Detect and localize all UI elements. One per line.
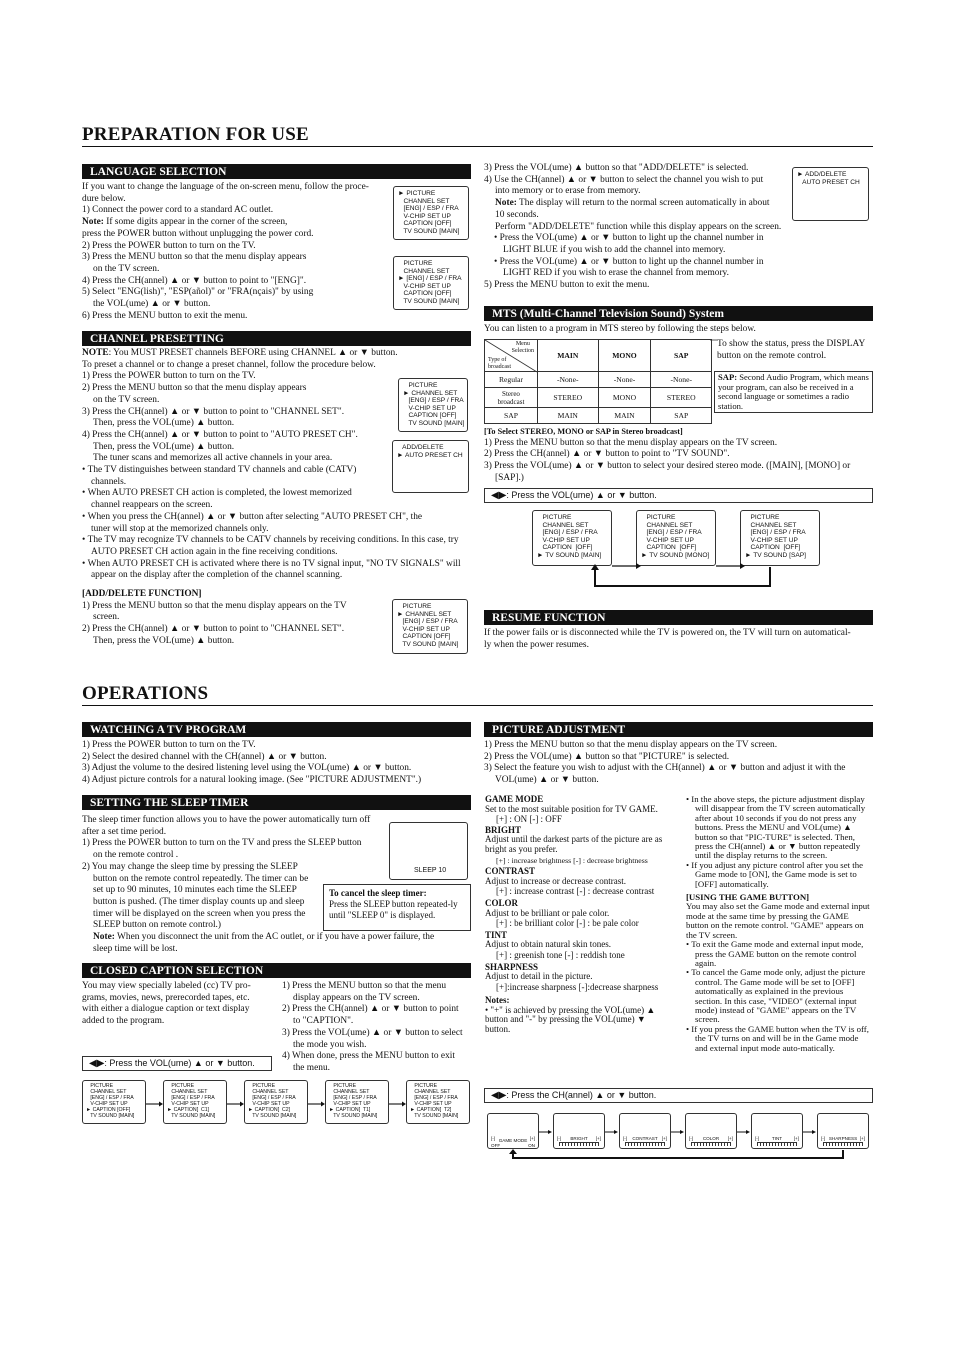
picture-cycle-arrows bbox=[487, 1120, 887, 1160]
mts-intro: You can listen to a program in MTS stereo by following the steps below. bbox=[484, 324, 756, 334]
left-right-arrow-icon: ◀▶ bbox=[89, 1058, 105, 1069]
mts-cell: SAP bbox=[651, 408, 712, 424]
caption-vol-button-bar: ◀▶: Press the VOL(ume) ▲ or ▼ button. bbox=[82, 1056, 272, 1071]
mts-col-main: MAIN bbox=[538, 340, 599, 372]
mts-steps: [To Select STEREO, MONO or SAP in Stereo broadcast] 1) Press the MENU button so that the menu display appears on the TV screen. 2) Press the CH(annel) ▲ or ▼ button to point to "TV SOUND". 3) Press the VOL(ume) ▲ or ▼ button to select your desired stereo mode. ([MAIN], [MONO] or [SAP].) bbox=[484, 427, 851, 483]
section-title-operations: OPERATIONS bbox=[82, 683, 209, 704]
left-right-arrow-icon: ◀▶ bbox=[491, 490, 507, 501]
title-rule bbox=[82, 146, 873, 147]
mts-row-label: Stereo broadcast bbox=[485, 388, 538, 408]
watching-tv-text: 1) Press the POWER button to turn on the TV. 2) Select the desired channel with the CH(annel) ▲ or ▼ button. 3) Adjust the volume to the desired listening level using the VOL(ume) ▲ or ▼ button. 4) Adjust picture controls for a natural looking image. (See "PICTURE ADJUSTMENT".) bbox=[82, 740, 422, 786]
tv-sound-mono-screen: PICTURE CHANNEL SET [ENG] / ESP / FRA V-CHIP SET UP CAPTION [OFF] ► TV SOUND [MONO] bbox=[636, 510, 716, 566]
caption-off-screen: PICTURE CHANNEL SET [ENG] / ESP / FRA V-CHIP SET UP ► CAPTION [OFF] TV SOUND [MAIN] bbox=[82, 1080, 146, 1124]
mts-row-label: Regular bbox=[485, 372, 538, 388]
resume-function-header: RESUME FUNCTION bbox=[484, 610, 873, 625]
channel-presetting-header: CHANNEL PRESETTING bbox=[82, 331, 471, 346]
sleep-timer-text: The sleep timer function allows you to have the power automatically turn off after a set time period. 1) Press the POWER button to turn on the TV and press the SLEEP button on the remote control . 2) You may change the sleep time by pressing the SLEEP button on the remote control repeatedly. The timer can be set up to 90 minutes, 10 minutes each time the SLEEP button is pushed. (The timer display counts up and sleep timer will be displayed on the screen when you press the SLEEP button on remote control.) Note: When you disconnect the unit from the AC outlet, or if you have a power failure, the sleep time will be lost. bbox=[82, 815, 435, 954]
mts-cell: -None- bbox=[598, 372, 651, 388]
add-delete-selected-screen: ► ADD/DELETE AUTO PRESET CH bbox=[792, 167, 869, 221]
caption-cycle-arrows bbox=[82, 1100, 482, 1130]
mts-cycle-arrows bbox=[525, 548, 825, 588]
mts-cell: STEREO bbox=[651, 388, 712, 408]
caption-t1-screen: PICTURE CHANNEL SET [ENG] / ESP / FRA V-CHIP SET UP ► CAPTION[ T1] TV SOUND [MAIN] bbox=[325, 1080, 389, 1124]
language-selection-text: If you want to change the language of the on-screen menu, follow the proce- dure below. 1) Connect the power cord to a standard AC outlet. Note: If some digits appear in the corner of the screen, press the POWER button without unplugging the power cord. 2) Press the POWER button to turn on the TV. 3) Press the MENU button so that the menu display appears on the TV screen. 4) Press the CH(annel) ▲ or ▼ button to point to "[ENG]". 5) Select "ENG(lish)", "ESP(añol)" or "FRA(nçais)" by using the VOL(ume) ▲ or ▼ button. 6) Press the MENU button to exit the menu. bbox=[82, 182, 369, 321]
add-delete-function-text: [ADD/DELETE FUNCTION] 1) Press the MENU button so that the menu display appears on the TV screen. 2) Press the CH(annel) ▲ or ▼ button to point to "CHANNEL SET". Then, press the VOL(ume) ▲ button. bbox=[82, 589, 347, 646]
caption-c1-screen: PICTURE CHANNEL SET [ENG] / ESP / FRA V-CHIP SET UP ► CAPTION[ C1] TV SOUND [MAIN] bbox=[163, 1080, 227, 1124]
channel-presetting-text: NOTE: You MUST PRESET channels BEFORE using CHANNEL ▲ or ▼ button. To preset a channel or to change a preset channel, follow the procedure below. 1) Press the POWER button to turn on the TV. 2) Press the MENU button so that the menu display appears on the TV screen. 3) Press the CH(annel) ▲ or ▼ button to point to "CHANNEL SET". Then, press the VOL(ume) ▲ button. 4) Press the CH(annel) ▲ or ▼ button to point to "AUTO PRESET CH". Then, press the VOL(ume) ▲ button. The tuner scans and memorizes all active channels in your area. • The TV distinguishes between standard TV channels and cable (CATV) channels. • When AUTO PRESET CH action is completed, the lowest memorized channel reappears on the screen. • When you press the CH(annel) ▲ or ▼ button after selecting "AUTO PRESET CH", the tuner will stop at the memorized channels only. • The TV may recognize TV channels to be CATV channels by receiving conditions. In this case, try AUTO PRESET CH action again in the fine receiving conditions. • When AUTO PRESET CH is activated where there is no TV signal input, "NO TV SIGNALS" will appear on the display after the completion of the channel scanning. bbox=[82, 348, 461, 581]
mts-col-sap: SAP bbox=[651, 340, 712, 372]
add-delete-continued-text: 3) Press the VOL(ume) ▲ button so that "ADD/DELETE" is selected. 4) Use the CH(annel) ▲ or ▼ button to select the channel you wish to put into memory or to erase from memory. Note: The display will return to the normal screen automatically in about 10 seconds. Perform "ADD/DELETE" function while this display appears on the screen. • Press the VOL(ume) ▲ or ▼ button to light up the channel number in LIGHT BLUE if you wish to add the channel into memory. • Press the VOL(ume) ▲ or ▼ button to light up the channel number in LIGHT RED if you wish to erase the channel from memory. 5) Press the MENU button to exit the menu. bbox=[484, 163, 782, 291]
adjust-screen-game-mode: [-] [+] GAME MODE OFF ON bbox=[487, 1113, 539, 1149]
caption-c2-screen: PICTURE CHANNEL SET [ENG] / ESP / FRA V-CHIP SET UP ► CAPTION[ C2] TV SOUND [MAIN] bbox=[244, 1080, 308, 1124]
sleep-screen: SLEEP 10 bbox=[389, 822, 468, 880]
mts-col-mono: MONO bbox=[598, 340, 651, 372]
picture-adjustment-steps: 1) Press the MENU button so that the menu display appears on the TV screen. 2) Press the VOL(ume) ▲ button so that "PICTURE" is selected. 3) Select the feature you wish to adjust with the CH(annel) ▲ or ▼ button and adjust it with the VOL(ume) ▲ or ▼ button. bbox=[484, 740, 846, 786]
auto-preset-menu-screen: ADD/DELETE ► AUTO PRESET CH bbox=[392, 440, 469, 493]
language-menu-screen-2: PICTURE CHANNEL SET ► [ENG] / ESP / FRA V-CHIP SET UP CAPTION [OFF] TV SOUND [MAIN] bbox=[393, 256, 469, 310]
closed-caption-header: CLOSED CAPTION SELECTION bbox=[82, 963, 471, 978]
mts-cell: MAIN bbox=[598, 408, 651, 424]
left-right-arrow-icon: ◀▶ bbox=[491, 1090, 507, 1101]
sleep-timer-header: SETTING THE SLEEP TIMER bbox=[82, 795, 471, 810]
mts-row-label: SAP bbox=[485, 408, 538, 424]
title-rule bbox=[82, 705, 873, 706]
mts-cell: MAIN bbox=[538, 408, 599, 424]
mts-header: MTS (Multi-Channel Television Sound) System bbox=[484, 306, 873, 321]
tv-sound-main-screen: PICTURE CHANNEL SET [ENG] / ESP / FRA V-CHIP SET UP CAPTION [OFF] ► TV SOUND [MAIN] bbox=[532, 510, 612, 566]
adjust-screen-bright: [-] [+] BRIGHT bbox=[553, 1113, 605, 1149]
section-title-preparation: PREPARATION FOR USE bbox=[82, 124, 309, 145]
adjust-screen-color: [-] [+] COLOR bbox=[685, 1113, 737, 1149]
picture-ch-button-bar: ◀▶: Press the CH(annel) ▲ or ▼ button. bbox=[484, 1088, 873, 1103]
mts-table bbox=[484, 339, 712, 424]
sap-definition-box: SAP: Second Audio Program, which means your program, can also be received in a second language or sometimes a radio station. bbox=[714, 371, 873, 413]
adjust-screen-tint: [-] [+] TINT bbox=[751, 1113, 803, 1149]
mts-status-note: To show the status, press the DISPLAY button on the remote control. bbox=[717, 339, 865, 361]
add-delete-menu-screen: PICTURE ► CHANNEL SET [ENG] / ESP / FRA V-CHIP SET UP CAPTION [OFF] TV SOUND [MAIN] bbox=[392, 599, 468, 654]
resume-function-text: If the power fails or is disconnected while the TV is powered on, the TV will turn on automatical- ly when the power resumes. bbox=[484, 628, 851, 650]
picture-adjustment-notes: • In the above steps, the picture adjustment display will disappear from the TV screen automatically after about 10 seconds if you do not press any buttons. Press the MENU and VOL(ume) ▲ button so that "PIC-TURE" is selected. Then, press the CH(annel) ▲ or ▼ button repeatedly until the display returns to the screen. • If you adjust any picture control after you set the Game mode to [ON], the Game mode is set to [OFF] automatically. [USING THE GAME BUTTON] You may also set the Game mode and external input mode at the same time by pressing the GAME button on the remote control. "GAME" appears on the TV screen. • To exit the Game mode and external input mode, press the GAME button on the remote control again. • To cancel the Game mode only, adjust the picture control. The Game mode will be set to [OFF] automatically as explained in the previous section. In this case, "VIDEO" (external input mode) instead of "GAME" appears on the TV screen. • If you press the GAME button when the TV is off, the TV turns on and will be in the Game mode and external input mode auto-matically. bbox=[686, 794, 870, 1053]
mts-vol-button-bar: ◀▶: Press the VOL(ume) ▲ or ▼ button. bbox=[484, 488, 873, 503]
mts-cell: -None- bbox=[651, 372, 712, 388]
mts-cell: MONO bbox=[598, 388, 651, 408]
cancel-sleep-timer-box: To cancel the sleep timer: Press the SLEEP button repeated-ly until "SLEEP 0" is displayed. bbox=[323, 884, 471, 931]
language-menu-screen-1: ► PICTURE CHANNEL SET [ENG] / ESP / FRA V-CHIP SET UP CAPTION [OFF] TV SOUND [MAIN] bbox=[393, 186, 469, 240]
mts-table-corner: Menu Selection Type of broadcast bbox=[485, 340, 538, 372]
language-selection-header: LANGUAGE SELECTION bbox=[82, 164, 471, 179]
closed-caption-steps: 1) Press the MENU button so that the menu display appears on the TV screen. 2) Press the CH(annel) ▲ or ▼ button to point to "CAPTION". 3) Press the VOL(ume) ▲ or ▼ button to select the mode you wish. 4) When done, press the MENU button to exit the menu. bbox=[282, 981, 463, 1073]
picture-adjustment-items: GAME MODE Set to the most suitable position for TV GAME. [+] : ON [-] : OFF BRIGHT Adjust until the darkest parts of the picture are as bright as you prefer. [+] : increase brightness [-] : decrease brightness CONTRAST Adjust to increase or decrease contrast. [+] : increase contrast [-] : decrease contrast COLOR Adjust to be brilliant or pale color. [+] : be brilliant color [-] : be pale color TINT Adjust to obtain natural skin tones. [+] : greenish tone [-] : reddish tone SHARPNESS Adjust to detail in the picture. [+]:increase sharpness [-]:decrease sharpness Notes: • "+" is achieved by pressing the VOL(ume) ▲ button and "-" by pressing the VOL(ume) ▼ button. bbox=[485, 794, 663, 1035]
picture-adjustment-header: PICTURE ADJUSTMENT bbox=[484, 722, 873, 737]
adjust-screen-sharpness: [-] [+] SHARPNESS bbox=[817, 1113, 869, 1149]
closed-caption-intro: You may view specially labeled (cc) TV pro- grams, movies, news, prerecorded tapes, etc. with either a dialogue caption or text display added to the program. bbox=[82, 981, 251, 1027]
channel-set-menu-screen: PICTURE ► CHANNEL SET [ENG] / ESP / FRA V-CHIP SET UP CAPTION [OFF] TV SOUND [MAIN] bbox=[398, 378, 468, 432]
mts-cell: -None- bbox=[538, 372, 599, 388]
mts-cell: STEREO bbox=[538, 388, 599, 408]
watching-tv-header: WATCHING A TV PROGRAM bbox=[82, 722, 471, 737]
caption-t2-screen: PICTURE CHANNEL SET [ENG] / ESP / FRA V-CHIP SET UP ► CAPTION[ T2] TV SOUND [MAIN] bbox=[406, 1080, 470, 1124]
adjust-screen-contrast: [-] [+] CONTRAST bbox=[619, 1113, 671, 1149]
tv-sound-sap-screen: PICTURE CHANNEL SET [ENG] / ESP / FRA V-CHIP SET UP CAPTION [OFF] ► TV SOUND [SAP] bbox=[740, 510, 820, 566]
